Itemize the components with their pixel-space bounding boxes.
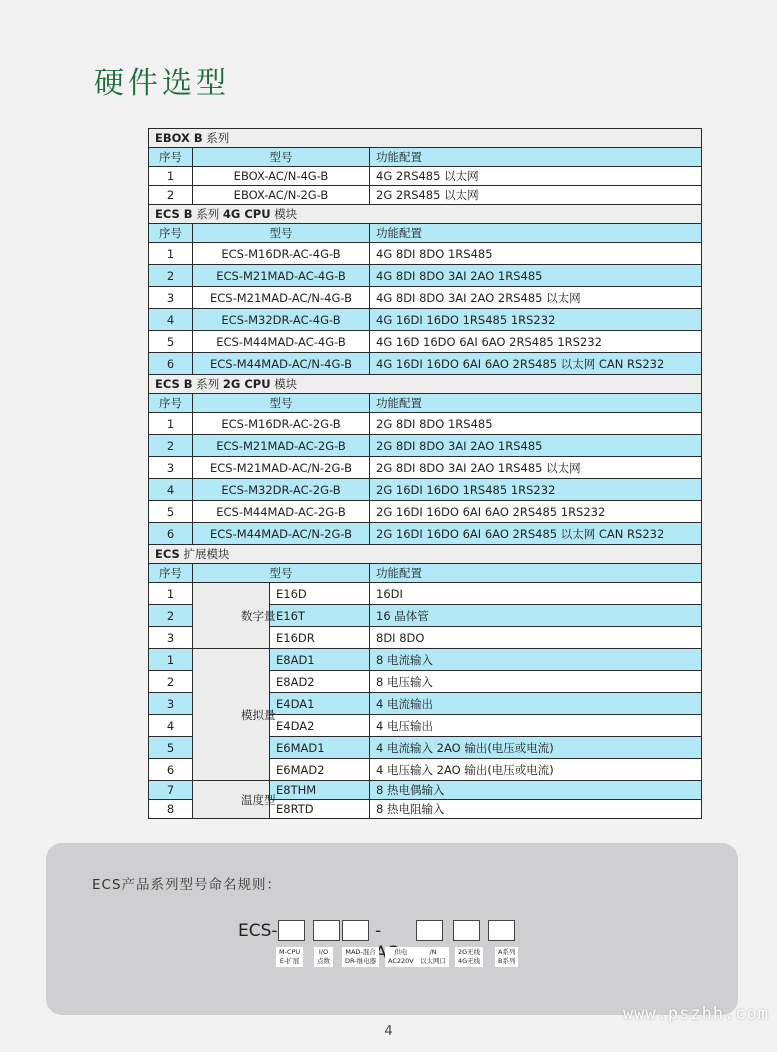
column-header-row: 序号 型号 功能配置 [149,564,702,583]
table-row: 4 ECS-M32DR-AC-4G-B 4G 16DI 16DO 1RS485 1RS232 [149,309,702,331]
page-number: 4 [384,1024,393,1039]
caption-power: 供电 AC220V [385,947,417,967]
column-header-row [149,148,702,167]
formula-slot-io [313,920,340,941]
table-row: 4 ECS-M32DR-AC-2G-B 2G 16DI 16DO 1RS485 1RS232 [149,479,702,501]
naming-rule-title: ECS产品系列型号命名规则： [92,877,282,893]
naming-rule-panel [46,843,738,1015]
column-header-row: 序号 型号 功能配置 [149,224,702,243]
caption-wireless: 2G无线 4G无线 [455,947,483,967]
section-header-ecs-4g: ECS B 系列 4G CPU 模块 [149,205,702,224]
table-row: 2 ECS-M21MAD-AC-2G-B 2G 8DI 8DO 3AI 2AO 1RS485 [149,435,702,457]
column-header-row: 序号 型号 功能配置 [149,394,702,413]
formula-slot-series [488,920,515,941]
watermark: www.pszhh.com [622,1004,769,1024]
table-row: 4 E4DA2 4 电压输出 [149,715,702,737]
table-row: 2 ECS-M21MAD-AC-4G-B 4G 8DI 8DO 3AI 2AO 1RS485 [149,265,702,287]
caption-io: I/O 点数 [314,947,333,967]
table-row: 8 E8RTD 8 热电阻输入 [149,800,702,819]
formula-slot-net [416,920,443,941]
table-row: 6 ECS-M44MAD-AC/N-4G-B 4G 16DI 16DO 6AI 6AO 2RS485 以太网 CAN RS232 [149,353,702,375]
table-row: 1 EBOX-AC/N-4G-B 4G 2RS485 以太网 [149,167,702,186]
caption-net: /N 以太网口 [417,947,449,967]
table-row: 5 ECS-M44MAD-AC-4G-B 4G 16D 16DO 6AI 6AO 2RS485 1RS232 [149,331,702,353]
section-header-ecs-ext: ECS 扩展模块 [149,545,702,564]
header-model: 型号 [193,148,370,167]
formula-prefix: ECS- [238,921,278,941]
section-header-ecs-2g: ECS B 系列 2G CPU 模块 [149,375,702,394]
caption-mix: MAD-混合 DR-继电器 [342,947,379,967]
table-row: 2 EBOX-AC/N-2G-B 2G 2RS485 以太网 [149,186,702,205]
section-header-ebox: EBOX B 系列 [149,129,702,148]
table-row: 1 ECS-M16DR-AC-4G-B 4G 8DI 8DO 1RS485 [149,243,702,265]
table-row: 6 E6MAD2 4 电压输入 2AO 输出(电压或电流) [149,759,702,781]
table-row: 2 E8AD2 8 电压输入 [149,671,702,693]
table-row: 7 温度型 E8THM 8 热电偶输入 [149,781,702,800]
formula-slot-type [278,920,305,941]
table-row: 3 E16DR 8DI 8DO [149,627,702,649]
formula-slot-wireless [453,920,480,941]
table-row: 2 E16T 16 晶体管 [149,605,702,627]
table-row: 3 E4DA1 4 电流输出 [149,693,702,715]
group-analog: 模拟量 [193,649,270,781]
header-no: 序号 [149,148,193,167]
group-digital: 数字量 [193,583,270,649]
table-row: 1 模拟量 E8AD1 8 电流输入 [149,649,702,671]
caption-type: M-CPU E-扩展 [276,947,303,967]
table-row: 3 ECS-M21MAD-AC/N-2G-B 2G 8DI 8DO 3AI 2AO 1RS485 以太网 [149,457,702,479]
table-row: 6 ECS-M44MAD-AC/N-2G-B 2G 16DI 16DO 6AI 6AO 2RS485 以太网 CAN RS232 [149,523,702,545]
header-func: 功能配置 [370,148,702,167]
table-row: 5 ECS-M44MAD-AC-2G-B 2G 16DI 16DO 6AI 6AO 2RS485 1RS232 [149,501,702,523]
group-temp: 温度型 [193,781,270,819]
table-row: 5 E6MAD1 4 电流输入 2AO 输出(电压或电流) [149,737,702,759]
caption-series: A系列 B系列 [495,947,518,967]
table-row: 3 ECS-M21MAD-AC/N-4G-B 4G 8DI 8DO 3AI 2AO 2RS485 以太网 [149,287,702,309]
table-row: 1 ECS-M16DR-AC-2G-B 2G 8DI 8DO 1RS485 [149,413,702,435]
hardware-selection-table [148,128,702,819]
formula-slot-mix [342,920,369,941]
formula-mid: -A [375,921,387,963]
table-row: 1 数字量 E16D 16DI [149,583,702,605]
page-title: 硬件选型 [94,66,230,101]
